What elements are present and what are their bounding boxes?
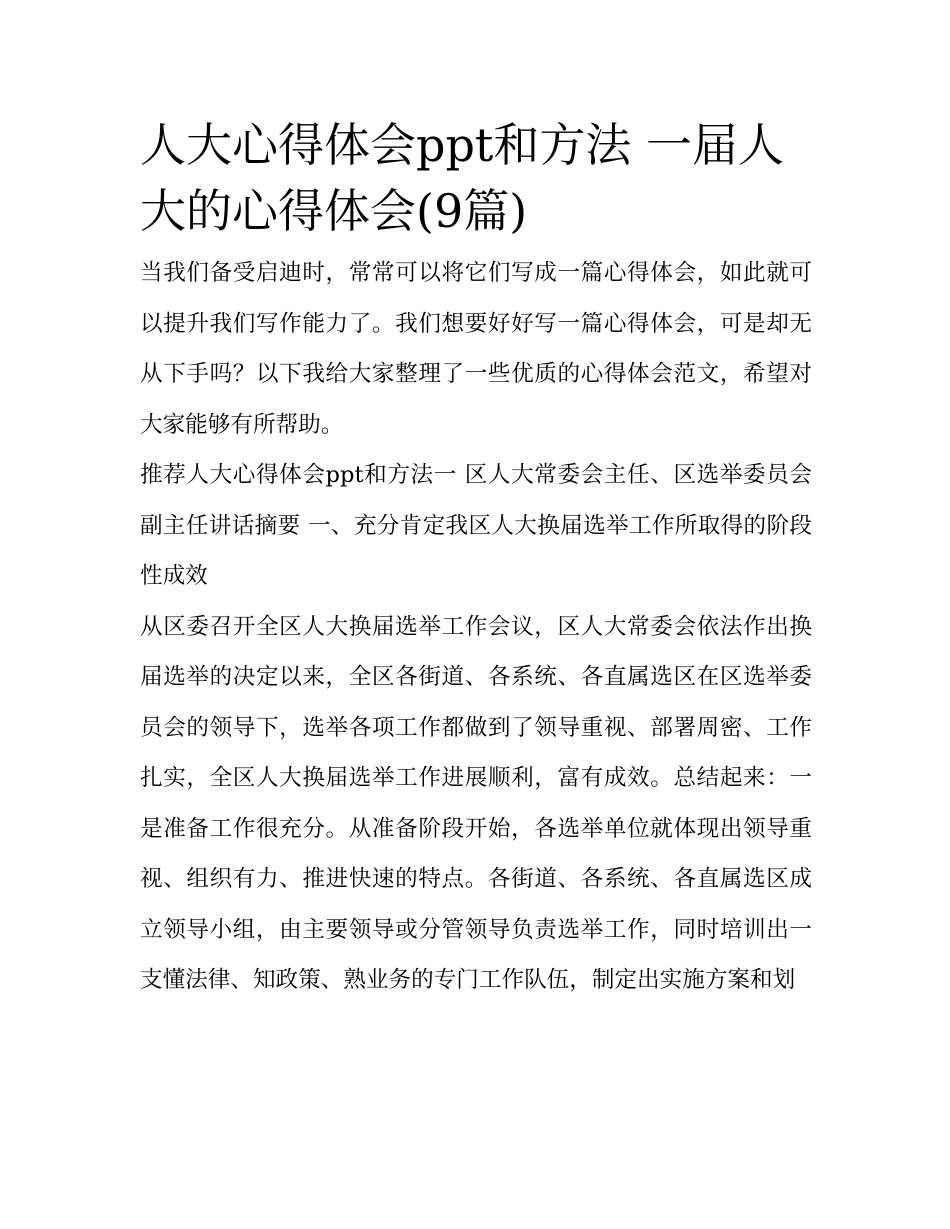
- intro-paragraph: 当我们备受启迪时，常常可以将它们写成一篇心得体会，如此就可以提升我们写作能力了。我们想要好好写一篇心得体会，可是却无从下手吗？以下我给大家整理了一些优质的心得体会范文，希望对大家能够有所帮助。: [140, 260, 812, 438]
- speech-heading-paragraph: 推荐人大心得体会ppt和方法一 区人大常委会主任、区选举委员会副主任讲话摘要 一、充分肯定我区人大换届选举工作所取得的阶段性成效: [140, 462, 812, 589]
- document-page: [140, 112, 812, 1006]
- document-title: 人大心得体会ppt和方法 一届人大的心得体会(9篇): [140, 118, 784, 238]
- body-paragraph: 从区委召开全区人大换届选举工作会议，区人大常委会依法作出换届选举的决定以来，全区各街道、各系统、各直属选区在区选举委员会的领导下，选举各项工作都做到了领导重视、部署周密、工作扎实，全区人大换届选举工作进展顺利，富有成效。总结起来：一是准备工作很充分。从准备阶段开始，各选举单位就体现出领导重视、组织有力、推进快速的特点。各街道、各系统、各直属选区成立领导小组，由主要领导或分管领导负责选举工作，同时培训出一支懂法律、知政策、熟业务的专门工作队伍，制定出实施方案和划: [140, 613, 812, 993]
